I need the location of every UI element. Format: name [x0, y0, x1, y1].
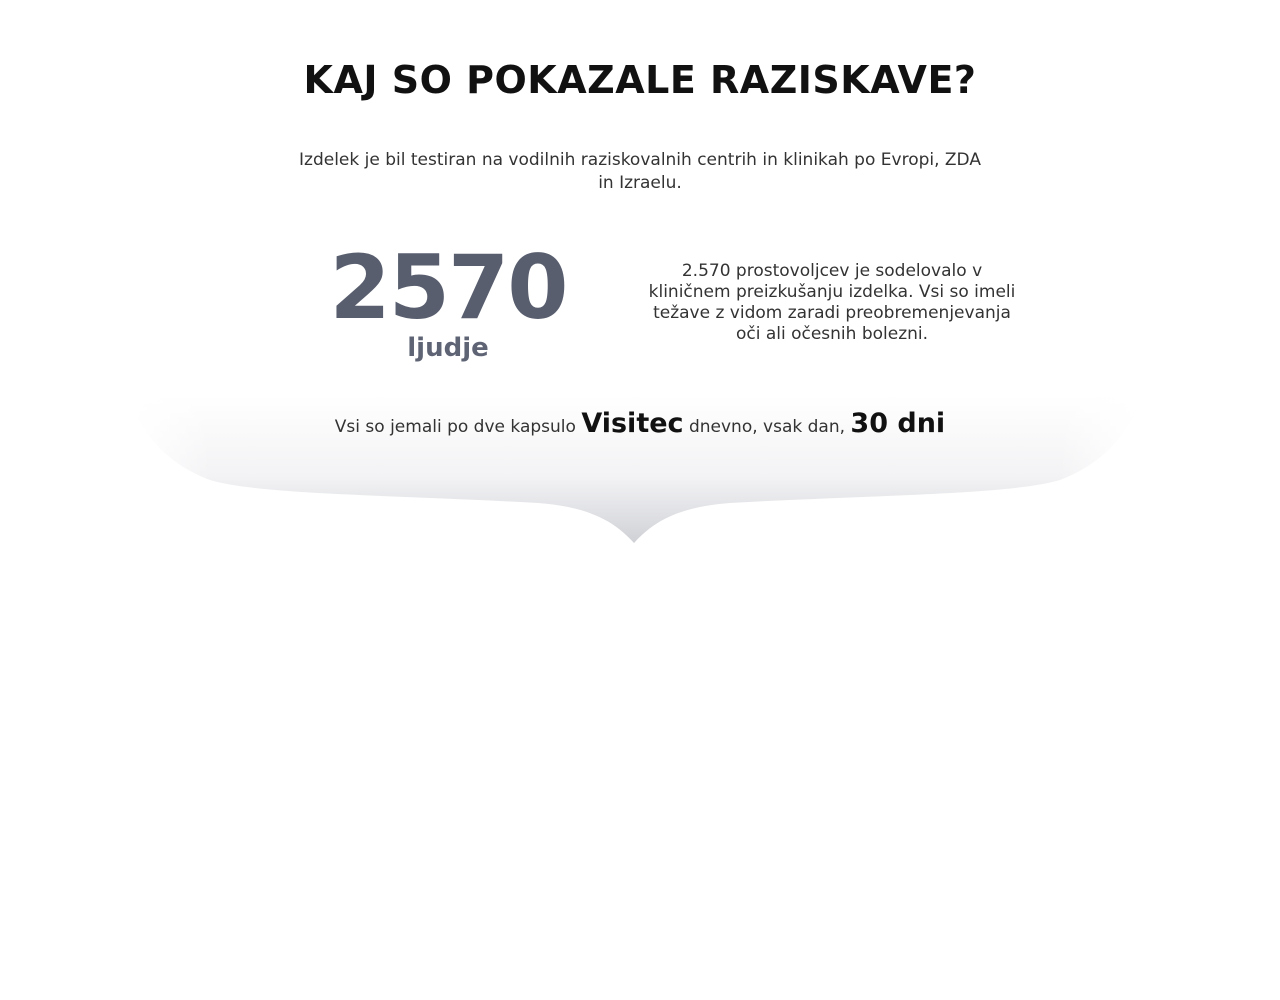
dosage-duration: 30 dni [850, 408, 946, 439]
stat-description: 2.570 prostovoljcev je sodelovalo v kliničnem preizkušanju izdelka. Vsi so imeli težave z vidom zaradi preobremenjevanja oči ali očesnih bolezni. [648, 261, 1016, 344]
intro-text: Izdelek je bil testiran na vodilnih raziskovalnih centrih in klinikah po Evropi, ZDA in Izraelu. [299, 150, 981, 193]
dosage-text [0, 408, 1280, 439]
product-name: Visitec [581, 408, 684, 439]
stat-block [318, 238, 578, 364]
stat-unit: ljudje [407, 333, 489, 363]
dosage-prefix: Vsi so jemali po dve kapsulo [334, 417, 576, 437]
stat-number: 2570 [329, 236, 567, 339]
page-title: KAJ SO POKAZALE RAZISKAVE? [303, 58, 977, 102]
dosage-middle: dnevno, vsak dan, [688, 417, 845, 437]
